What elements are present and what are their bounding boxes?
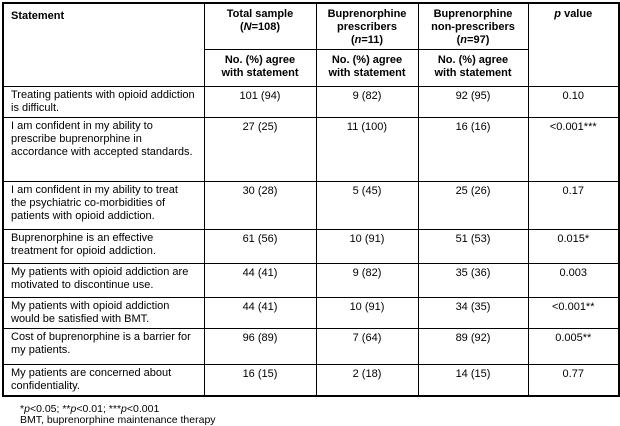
header-non-prescribers-title: Buprenorphine non-prescribers: [431, 8, 515, 33]
p-value-cell: 0.005**: [528, 329, 619, 365]
table-row: [3, 329, 619, 365]
header-total-sample-n: (N=108): [239, 21, 281, 33]
total-cell: 16 (15): [204, 365, 316, 397]
table-row: [3, 230, 619, 264]
non-prescribers-cell: 51 (53): [418, 230, 528, 264]
header-p-value: p value: [528, 3, 619, 87]
non-prescribers-cell: 92 (95): [418, 87, 528, 118]
header-row-1: [3, 3, 619, 50]
header-statement: [3, 3, 204, 87]
header-non-prescribers: [418, 3, 528, 50]
non-prescribers-cell: 14 (15): [418, 365, 528, 397]
header-total-sample-title: Total sample: [226, 8, 294, 20]
table-row: [3, 264, 619, 298]
statement-cell: My patients with opioid addiction are motivated to discontinue use.: [3, 264, 204, 298]
p-value-cell: <0.001***: [528, 118, 619, 182]
total-cell: 101 (94): [204, 87, 316, 118]
abbreviation-footnote: BMT, buprenorphine maintenance therapy: [20, 414, 216, 426]
subheader-non-prescribers: No. (%) agree with statement: [418, 50, 528, 87]
header-total-sample: [204, 3, 316, 50]
statement-cell: I am confident in my ability to prescribe buprenorphine in accordance with accepted standards.: [3, 118, 204, 182]
statement-survey-table: [2, 2, 620, 397]
prescribers-cell: 9 (82): [316, 264, 418, 298]
total-cell: 44 (41): [204, 298, 316, 329]
p-value-cell: 0.10: [528, 87, 619, 118]
total-cell: 96 (89): [204, 329, 316, 365]
non-prescribers-cell: 16 (16): [418, 118, 528, 182]
statement-cell: Cost of buprenorphine is a barrier for my patients.: [3, 329, 204, 365]
significance-footnote: *p<0.05; **p<0.01; ***p<0.001: [20, 403, 160, 415]
prescribers-cell: 11 (100): [316, 118, 418, 182]
header-non-prescribers-n: (n=97): [456, 34, 490, 46]
total-cell: 27 (25): [204, 118, 316, 182]
table-row: [3, 298, 619, 329]
statement-cell: I am confident in my ability to treat the psychiatric co-morbidities of patients with opioid addiction.: [3, 182, 204, 230]
prescribers-cell: 2 (18): [316, 365, 418, 397]
statement-cell: Buprenorphine is an effective treatment for opioid addiction.: [3, 230, 204, 264]
p-value-cell: <0.001**: [528, 298, 619, 329]
non-prescribers-cell: 89 (92): [418, 329, 528, 365]
prescribers-cell: 5 (45): [316, 182, 418, 230]
table-footnotes: [20, 404, 620, 426]
header-prescribers-n: (n=11): [350, 34, 384, 46]
prescribers-cell: 9 (82): [316, 87, 418, 118]
p-value-cell: 0.015*: [528, 230, 619, 264]
table-row: [3, 182, 619, 230]
prescribers-cell: 7 (64): [316, 329, 418, 365]
p-value-cell: 0.003: [528, 264, 619, 298]
table-row: [3, 118, 619, 182]
total-cell: 44 (41): [204, 264, 316, 298]
statement-cell: Treating patients with opioid addiction is difficult.: [3, 87, 204, 118]
statement-cell: My patients are concerned about confidentiality.: [3, 365, 204, 397]
non-prescribers-cell: 34 (35): [418, 298, 528, 329]
total-cell: 30 (28): [204, 182, 316, 230]
header-prescribers-title: Buprenorphine prescribers: [327, 8, 407, 33]
table-row: [3, 87, 619, 118]
p-value-cell: 0.77: [528, 365, 619, 397]
table-row: [3, 365, 619, 397]
subheader-total-sample: No. (%) agree with statement: [204, 50, 316, 87]
p-value-cell: 0.17: [528, 182, 619, 230]
header-prescribers: [316, 3, 418, 50]
non-prescribers-cell: 35 (36): [418, 264, 528, 298]
subheader-prescribers: No. (%) agree with statement: [316, 50, 418, 87]
statement-cell: My patients with opioid addiction would be satisfied with BMT.: [3, 298, 204, 329]
non-prescribers-cell: 25 (26): [418, 182, 528, 230]
header-statement-label: Statement: [11, 10, 65, 22]
prescribers-cell: 10 (91): [316, 230, 418, 264]
prescribers-cell: 10 (91): [316, 298, 418, 329]
total-cell: 61 (56): [204, 230, 316, 264]
